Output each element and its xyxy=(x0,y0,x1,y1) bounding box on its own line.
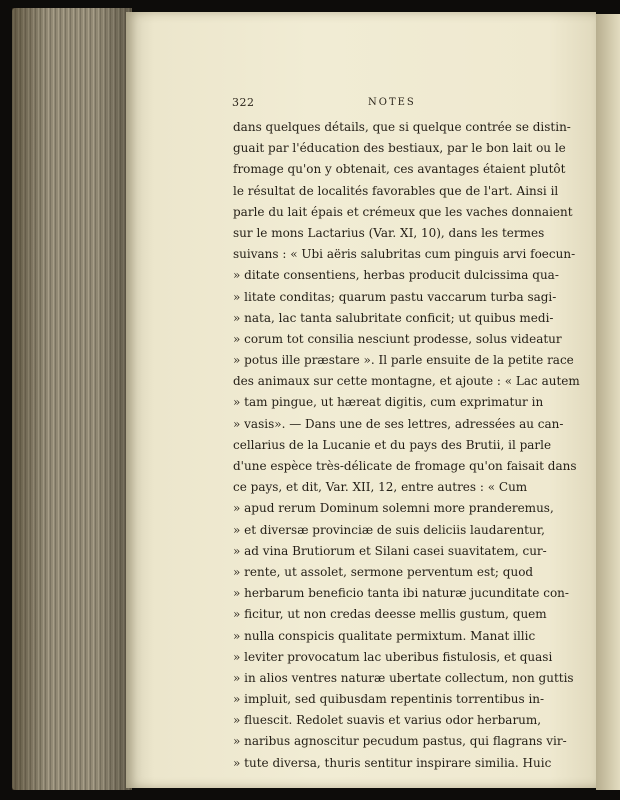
page-number: 322 xyxy=(232,96,255,109)
text-line: guait par l'éducation des bestiaux, par le bon lait ou le xyxy=(233,141,566,156)
text-line: » potus ille præstare ». Il parle ensuite de la petite race xyxy=(233,353,574,368)
text-line: » tam pingue, ut hæreat digitis, cum exprimatur in xyxy=(233,395,544,410)
book-page-edges xyxy=(12,8,132,790)
text-line: cellarius de la Lucanie et du pays des Brutii, il parle xyxy=(233,437,552,452)
text-line: » ficitur, ut non credas deesse mellis gustum, quem xyxy=(233,607,547,622)
text-line: des animaux sur cette montagne, et ajoute : « Lac autem xyxy=(233,374,580,389)
text-line: » vasis». — Dans une de ses lettres, adressées au can- xyxy=(233,416,564,431)
text-line: » rente, ut assolet, sermone perventum est; quod xyxy=(233,564,534,579)
text-line: » ad vina Brutiorum et Silani casei suavitatem, cur- xyxy=(233,543,547,558)
text-line: » apud rerum Dominum solemni more pranderemus, xyxy=(233,501,554,516)
text-line: » fluescit. Redolet suavis et varius odor herbarum, xyxy=(233,713,542,728)
text-line: le résultat de localités favorables que de l'art. Ainsi il xyxy=(233,183,559,198)
text-line: dans quelques détails, que si quelque contrée se distin- xyxy=(233,120,571,134)
facing-page-edge xyxy=(596,14,620,790)
running-head: NOTES xyxy=(368,97,416,108)
text-line: » litate conditas; quarum pastu vaccarum turba sagi- xyxy=(233,289,557,304)
text-line: » corum tot consilia nesciunt prodesse, solus videatur xyxy=(233,331,562,346)
text-line: » tute diversa, thuris sentitur inspirare similia. Huic xyxy=(233,755,552,770)
text-line: ce pays, et dit, Var. XII, 12, entre autres : « Cum xyxy=(233,480,528,495)
page-header xyxy=(232,96,488,112)
text-line: » naribus agnoscitur pecudum pastus, qui flagrans vir- xyxy=(233,734,567,749)
text-line: » nata, lac tanta salubritate conficit; ut quibus medi- xyxy=(233,310,554,325)
text-line: » leviter provocatum lac uberibus fistulosis, et quasi xyxy=(233,649,553,664)
text-line: fromage qu'on y obtenait, ces avantages étaient plutôt xyxy=(233,162,566,177)
text-line: » in alios ventres naturæ ubertate collectum, non guttis xyxy=(233,670,574,685)
text-line: sur le mons Lactarius (Var. XI, 10), dans les termes xyxy=(233,225,545,240)
text-line: » nulla conspicis qualitate permixtum. Manat illic xyxy=(233,628,536,643)
body-text xyxy=(233,117,580,774)
text-line: » et diversæ provinciæ de suis deliciis laudarentur, xyxy=(233,522,545,537)
text-line: d'une espèce très-délicate de fromage qu'on faisait dans xyxy=(233,459,577,473)
text-line: » ditate consentiens, herbas producit dulcissima qua- xyxy=(233,268,559,283)
text-line: » herbarum beneficio tanta ibi naturæ jucunditate con- xyxy=(233,586,569,601)
text-line: parle du lait épais et crémeux que les vaches donnaient xyxy=(233,204,573,219)
text-line: » impluit, sed quibusdam repentinis torrentibus in- xyxy=(233,692,545,707)
text-line: suivans : « Ubi aëris salubritas cum pinguis arvi foecun- xyxy=(233,247,576,262)
